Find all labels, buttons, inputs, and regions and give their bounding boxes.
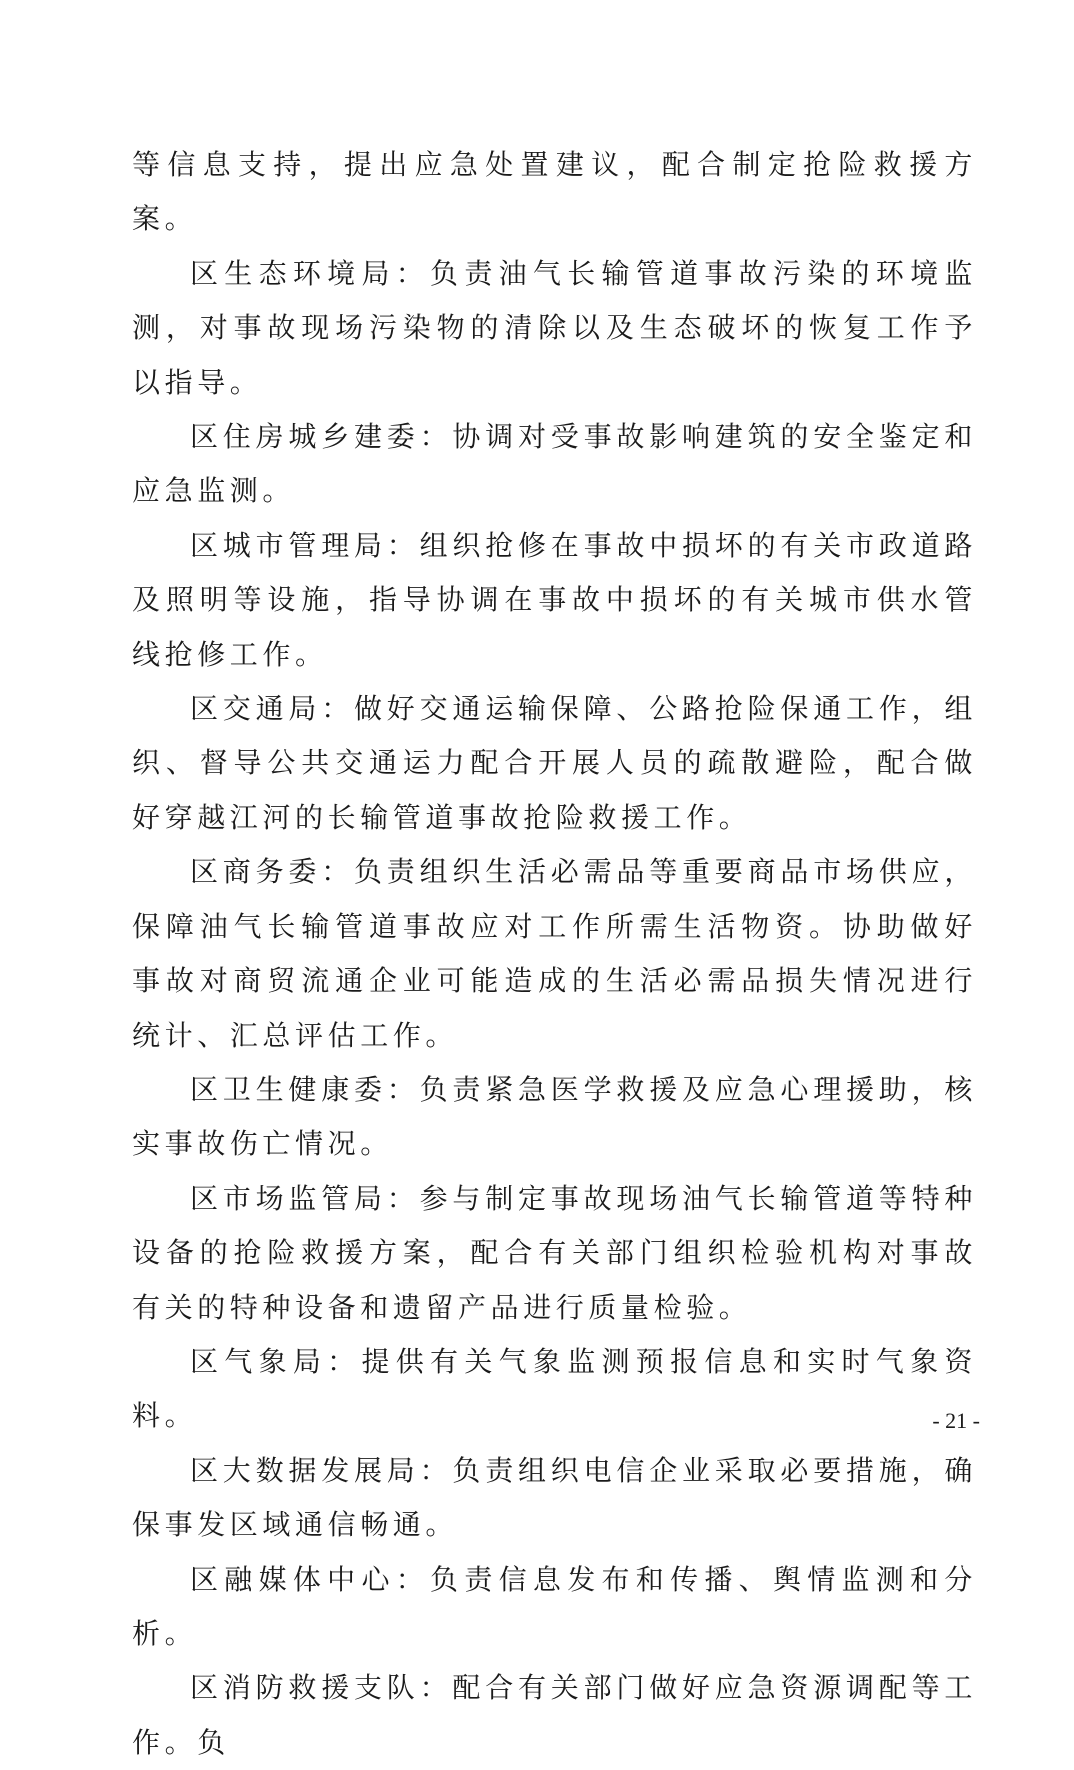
paragraph-housing-committee: 区住房城乡建委：协调对受事故影响建筑的安全鉴定和应急监测。	[132, 420, 977, 508]
paragraph-market-supervision: 区市场监管局：参与制定事故现场油气长输管道等特种设备的抢险救援方案，配合有关部门组织检验机构对事故有关的特种设备和遗留产品进行质量检验。	[132, 1181, 977, 1324]
paragraph-health-committee: 区卫生健康委：负责紧急医学救援及应急心理援助，核实事故伤亡情况。	[132, 1072, 977, 1161]
paragraph-transport-bureau: 区交通局：做好交通运输保障、公路抢险保通工作，组织、督导公共交通运力配合开展人员的疏散避险，配合做好穿越江河的长输管道事故抢险救援工作。	[132, 692, 977, 834]
paragraph-media-center: 区融媒体中心：负责信息发布和传播、舆情监测和分析。	[132, 1562, 977, 1650]
paragraph-big-data-bureau: 区大数据发展局：负责组织电信企业采取必要措施，确保事发区域通信畅通。	[132, 1453, 977, 1542]
paragraph-meteorology-bureau: 区气象局：提供有关气象监测预报信息和实时气象资料。	[132, 1344, 977, 1433]
paragraph-commerce-committee: 区商务委：负责组织生活必需品等重要商品市场供应，保障油气长输管道事故应对工作所需生活物资。协助做好事故对商贸流通企业可能造成的生活必需品损失情况进行统计、汇总评估工作。	[132, 855, 977, 1052]
paragraph-ecology-bureau: 区生态环境局：负责油气长输管道事故污染的环境监测，对事故现场污染物的清除以及生态破坏的恢复工作予以指导。	[132, 256, 977, 399]
paragraph-continuation: 等信息支持，提出应急处置建议，配合制定抢险救援方案。	[132, 148, 977, 236]
body-text	[132, 138, 977, 1770]
paragraph-urban-management: 区城市管理局：组织抢修在事故中损坏的有关市政道路及照明等设施，指导协调在事故中损坏的有关城市供水管线抢修工作。	[132, 528, 977, 671]
paragraph-fire-rescue: 区消防救援支队：配合有关部门做好应急资源调配等工作。负	[132, 1671, 977, 1759]
page-number: - 21 -	[932, 1408, 980, 1433]
